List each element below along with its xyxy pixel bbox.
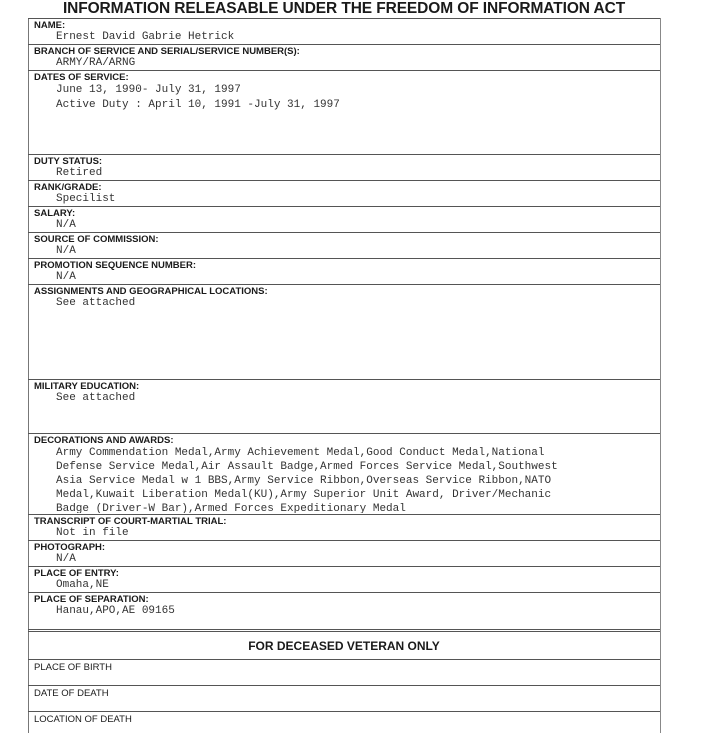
field-label: DATE OF DEATH [34, 688, 109, 699]
field-value: N/A [56, 271, 76, 283]
field-rank-grade [28, 180, 660, 206]
field-label: PHOTOGRAPH: [34, 542, 106, 553]
field-value-line: Badge (Driver-W Bar),Armed Forces Expeditionary Medal [56, 503, 406, 513]
field-value: N/A [56, 553, 76, 565]
field-photograph [28, 540, 660, 566]
field-promotion-sequence-number [28, 258, 660, 284]
field-salary [28, 206, 660, 232]
field-dates-of-service [28, 70, 660, 154]
field-branch [28, 44, 660, 70]
field-value: N/A [56, 245, 76, 257]
field-place-of-birth [28, 659, 660, 685]
field-label: DECORATIONS AND AWARDS: [34, 435, 174, 446]
field-label: PLACE OF SEPARATION: [34, 594, 149, 605]
field-value-line: Army Commendation Medal,Army Achievement Medal,Good Conduct Medal,National [56, 447, 545, 459]
field-decorations-awards [28, 433, 660, 514]
field-label: BRANCH OF SERVICE AND SERIAL/SERVICE NUMBER(S): [34, 46, 300, 57]
document-title: INFORMATION RELEASABLE UNDER THE FREEDOM OF INFORMATION ACT [62, 0, 626, 17]
field-value: ARMY/RA/ARNG [56, 57, 136, 69]
field-value-line: Defense Service Medal,Air Assault Badge,Armed Forces Service Medal,Southwest [56, 461, 558, 473]
field-label: ASSIGNMENTS AND GEOGRAPHICAL LOCATIONS: [34, 286, 268, 297]
field-name [28, 18, 660, 44]
field-label: DUTY STATUS: [34, 156, 103, 167]
field-place-of-separation [28, 592, 660, 629]
field-value: Specilist [56, 193, 116, 205]
field-label: RANK/GRADE: [34, 182, 102, 193]
field-value: See attached [56, 297, 136, 309]
field-assignments [28, 284, 660, 379]
field-value: N/A [56, 219, 76, 231]
field-label: SALARY: [34, 208, 76, 219]
field-date-of-death [28, 685, 660, 711]
field-label: PLACE OF BIRTH [34, 662, 112, 673]
field-value: See attached [56, 392, 136, 404]
field-label: LOCATION OF DEATH [34, 714, 132, 725]
field-duty-status [28, 154, 660, 180]
field-label: SOURCE OF COMMISSION: [34, 234, 159, 245]
field-location-of-death [28, 711, 660, 734]
field-value-line: Medal,Kuwait Liberation Medal(KU),Army Superior Unit Award, Driver/Mechanic [56, 489, 552, 501]
field-label: PLACE OF ENTRY: [34, 568, 119, 579]
field-label: NAME: [34, 20, 66, 31]
field-label: DATES OF SERVICE: [34, 72, 129, 83]
field-value: Not in file [56, 527, 129, 539]
field-military-education [28, 379, 660, 433]
field-value: Omaha,NE [56, 579, 109, 591]
field-label: PROMOTION SEQUENCE NUMBER: [34, 260, 197, 271]
field-value: Ernest David Gabrie Hetrick [56, 31, 235, 43]
field-label: TRANSCRIPT OF COURT-MARTIAL TRIAL: [34, 516, 227, 527]
field-court-martial [28, 514, 660, 540]
field-value-line: Active Duty : April 10, 1991 -July 31, 1997 [56, 99, 340, 111]
field-value-line: June 13, 1990- July 31, 1997 [56, 84, 241, 96]
field-value: Retired [56, 167, 103, 179]
field-value: Hanau,APO,AE 09165 [56, 605, 175, 617]
field-place-of-entry [28, 566, 660, 592]
field-value-line: Asia Service Medal w 1 BBS,Army Service Ribbon,Overseas Service Ribbon,NATO [56, 475, 552, 487]
deceased-heading: FOR DECEASED VETERAN ONLY [248, 639, 440, 653]
field-source-of-commission [28, 232, 660, 258]
field-label: MILITARY EDUCATION: [34, 381, 140, 392]
